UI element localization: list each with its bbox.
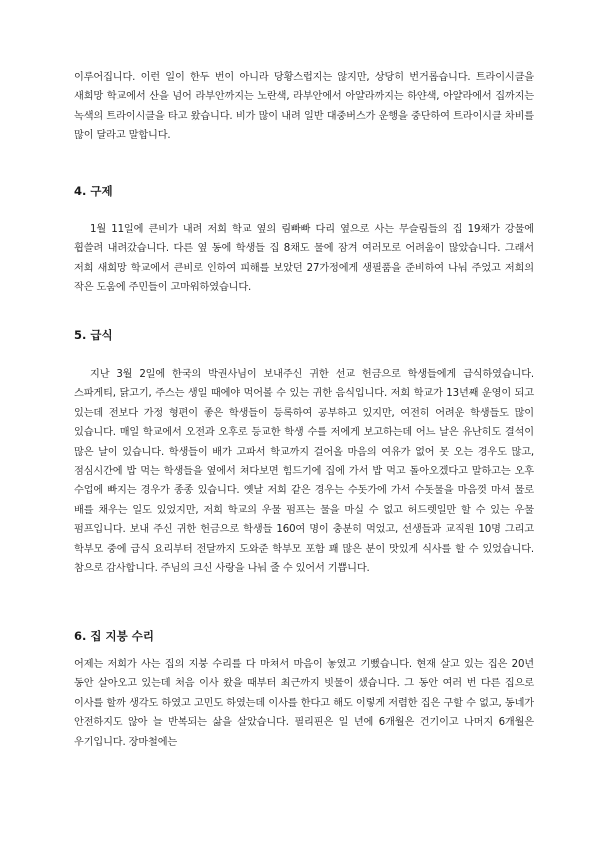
intro-paragraph: 이루어집니다. 이런 일이 한두 번이 아니라 당황스럽지는 않지만, 상당히 번거롭습니다. 트라이시클을 새희망 학교에서 산을 넘어 라부안까지는 노란색, 라부안에서 아얄라까지는 하얀색, 아얄라에서 집까지는 녹색의 트라이시클을 타고 왔습니다. 비가 많이 내려 일반 대중버스가 운행을 중단하여 트라이시클 차비를 많이 달라고 말합니다. xyxy=(74,72,534,142)
section-body-meals: 지난 3월 2일에 한국의 박권사님이 보내주신 귀한 선교 헌금으로 학생들에게 급식하였습니다. 스파게티, 닭고기, 주스는 생일 때에야 먹어볼 수 있는 귀한 음식입니다. 저희 학교가 13년째 운영이 되고 있는데 전보다 가정 형편이 좋은 학생들이 등록하여 공부하고 있지만, 여전히 어려운 학생들도 많이 있습니다. 매일 학교에서 오전과 오후로 등교한 학생 수를 저에게 보고하는데 어느 날은 유난히도 결석이 많은 날이 있습니다. 학생들이 배가 고파서 학교까지 걸어올 마음의 여유가 없어 못 오는 경우도 많고, 점심시간에 밥 먹는 학생들을 옆에서 쳐다보면 힘드기에 집에 가서 밥 먹고 돌아오겠다고 말하고는 오후 수업에 빠지는 경우가 종종 있습니다. 옛날 저희 같은 경우는 수돗가에 가서 수돗물을 마음껏 마셔 물로 배를 채우는 일도 있었지만, 저희 학교의 우물 펌프는 물을 마실 수 없고 허드렛일만 할 수 있는 우물 펌프입니다. 보내 주신 귀한 헌금으로 학생들 160여 명이 충분히 먹었고, 선생들과 교직원 10명 그리고 학부모 중에 급식 요리부터 전달까지 도와준 학부모 포함 꽤 많은 분이 맛있게 식사를 할 수 있었습니다. 참으로 감사합니다. 주님의 크신 사랑을 나눠 줄 수 있어서 기쁩니다. xyxy=(74,369,534,575)
section-body-roof: 어제는 저희가 사는 집의 지붕 수리를 다 마쳐서 마음이 놓였고 기뻤습니다. 현재 살고 있는 집은 20년 동안 살아오고 있는데 처음 이사 왔을 때부터 최근까지 빗물이 샜습니다. 그 동안 여러 번 다른 집으로 이사를 할까 생각도 하였고 고민도 하였는데 이사를 한다고 해도 이렇게 저렴한 집은 구할 수 없고, 동네가 안전하지도 않아 늘 반복되는 삶을 살았습니다. 필리핀은 일 년에 6개월은 건기이고 나머지 6개월은 우기입니다. 장마철에는 xyxy=(74,659,534,748)
section-heading-meals: 5. 급식 xyxy=(74,328,113,342)
section-heading-relief: 4. 구제 xyxy=(74,184,113,198)
section-body-relief: 1월 11일에 큰비가 내려 저희 학교 옆의 림빠빠 다리 옆으로 사는 무슬림들의 집 19채가 강물에 휩쓸려 내려갔습니다. 다른 옆 동에 학생들 집 8채도 물에 잠겨 여러모로 어려움이 많았습니다. 그래서 저희 새희망 학교에서 큰비로 인하여 피해를 보았던 27가정에게 생필품을 준비하여 나눠 주었고 저희의 작은 도움에 주민들이 고마워하였습니다. xyxy=(74,224,534,294)
section-heading-roof: 6. 집 지붕 수리 xyxy=(74,629,154,643)
